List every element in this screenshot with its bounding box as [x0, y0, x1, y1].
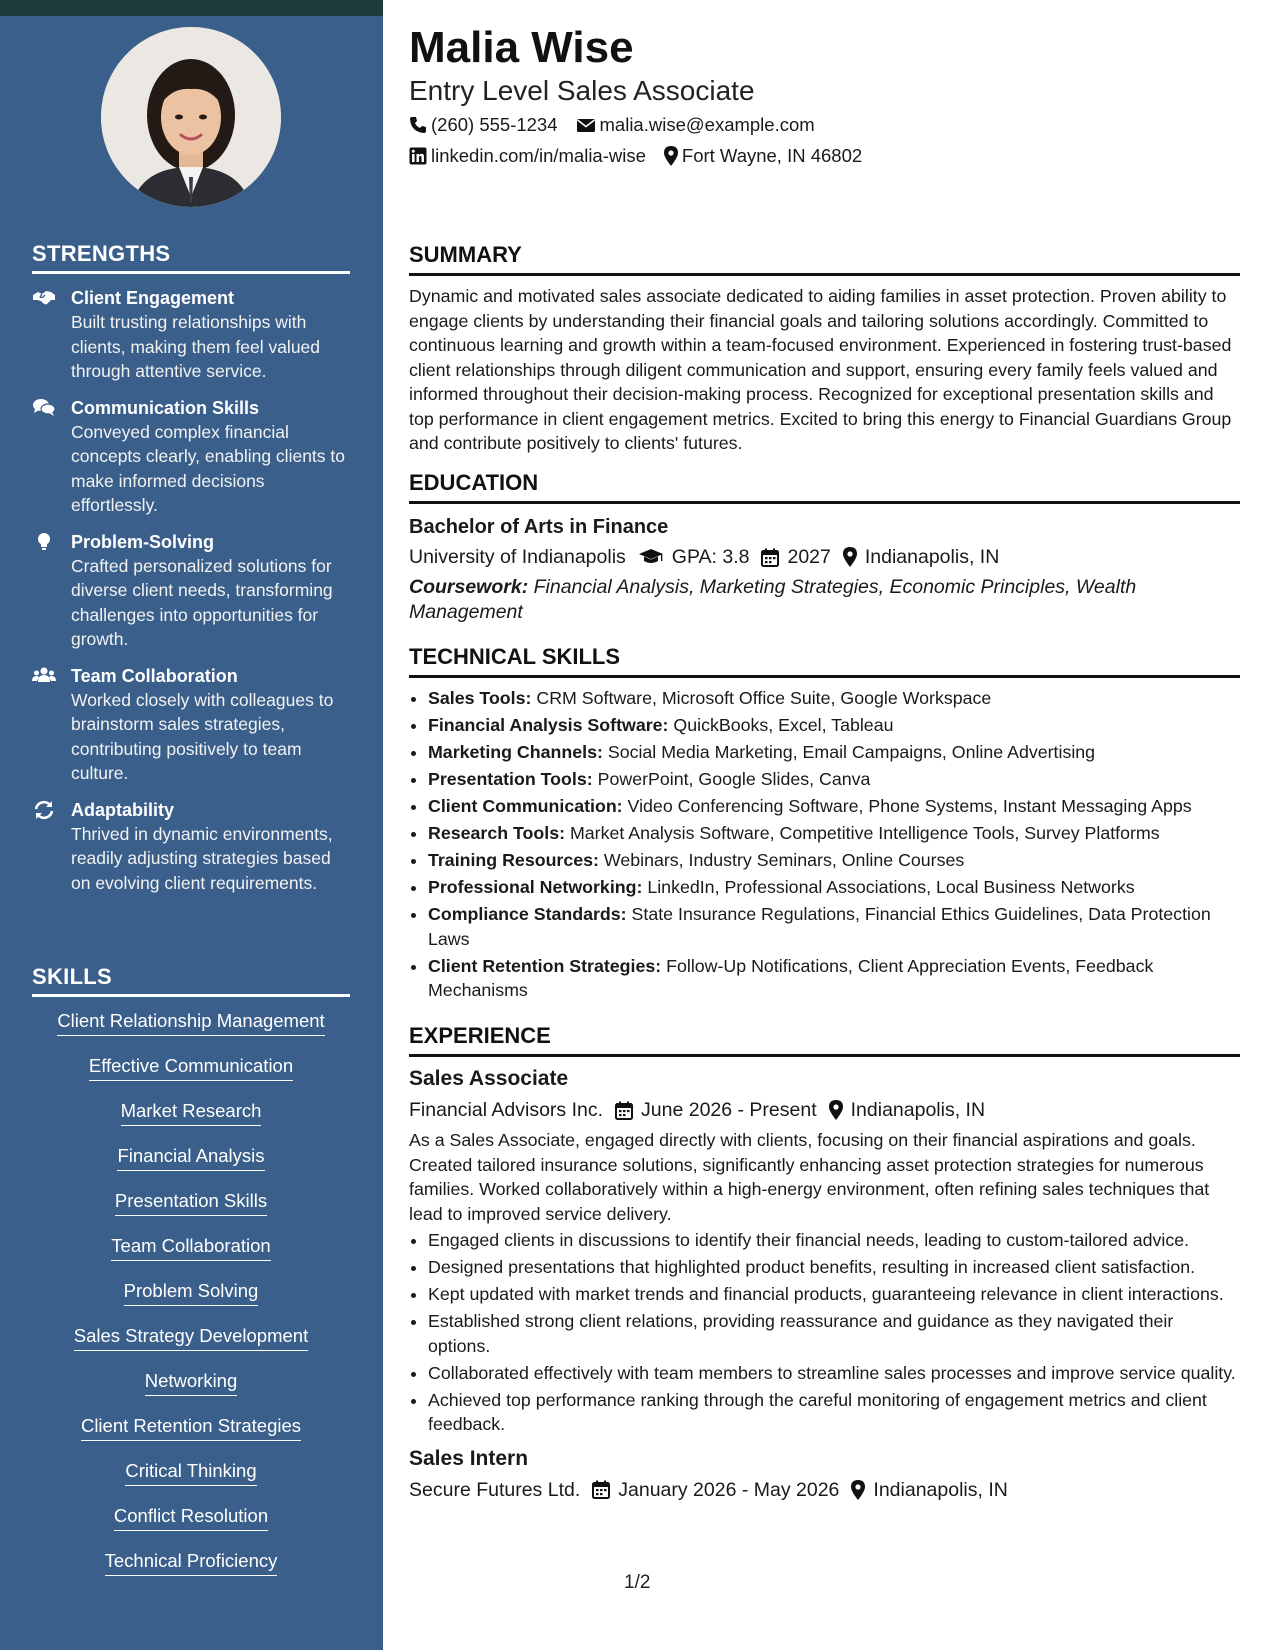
skill-category: Compliance Standards: — [428, 904, 627, 924]
school-name — [409, 543, 626, 571]
job-meta — [409, 1476, 1240, 1504]
summary-section — [409, 241, 1240, 456]
degree-title: Bachelor of Arts in Finance — [409, 516, 669, 538]
strengths-section — [32, 241, 350, 895]
strength-title: Communication Skills — [71, 397, 260, 418]
summary-title: SUMMARY — [409, 241, 1240, 276]
strengths-title: STRENGTHS — [32, 241, 350, 274]
skill-tag: Financial Analysis — [117, 1144, 264, 1171]
coursework-label: Coursework: — [409, 576, 529, 598]
strength-description: Crafted personalized solutions for diverse client needs, transforming challenges into opportunities for growth. — [71, 555, 333, 649]
skill-tag: Team Collaboration — [111, 1234, 270, 1261]
list-item — [428, 713, 1240, 738]
strength-description: Thrived in dynamic environments, readily adjusting strategies based on evolving client requirements. — [71, 823, 333, 893]
calendar-icon — [592, 1480, 610, 1499]
list-item: • Achieved top performance ranking through the careful monitoring of engagement metrics and client feedback. — [428, 1388, 1240, 1437]
strength-title: Adaptability — [71, 799, 175, 820]
sync-icon — [32, 800, 56, 820]
skill-tag: Client Retention Strategies — [81, 1414, 301, 1441]
list-item — [428, 954, 1240, 1003]
company-name — [409, 1096, 603, 1124]
phone-number: (260) 555-1234 — [431, 114, 558, 135]
skill-category: Research Tools: — [428, 823, 566, 843]
list-item: • Established strong client relations, providing reassurance and guidance as they navigated their options. — [428, 1309, 1240, 1358]
experience-section — [409, 1022, 1240, 1504]
list-item — [428, 767, 1240, 792]
dates-text: June 2026 - Present — [641, 1099, 817, 1121]
map-pin-icon — [829, 1100, 843, 1120]
map-pin-icon — [664, 146, 678, 166]
skill-values: PowerPoint, Google Slides, Canva — [592, 769, 871, 789]
list-item — [428, 821, 1240, 846]
company-text: Secure Futures Ltd. — [409, 1478, 581, 1501]
skill-values: Video Conferencing Software, Phone Systems, Instant Messaging Apps — [622, 796, 1192, 816]
job-dates — [615, 1096, 817, 1124]
technical-skills-title: TECHNICAL SKILLS — [409, 643, 1240, 678]
phone-icon — [409, 116, 427, 134]
envelope-icon — [576, 117, 596, 133]
skill-category: Marketing Channels: — [428, 742, 603, 762]
list-item: • Kept updated with market trends and financial products, guaranteeing relevance in client interactions. — [428, 1282, 1240, 1307]
education-title: EDUCATION — [409, 469, 1240, 504]
skill-category: Financial Analysis Software: — [428, 715, 669, 735]
location-text: Indianapolis, IN — [873, 1478, 1008, 1501]
skill-tag: Market Research — [121, 1099, 262, 1126]
strength-description: Conveyed complex financial concepts clearly, enabling clients to make informed decisions effortlessly. — [71, 421, 345, 515]
gpa — [638, 543, 750, 571]
job-entry — [409, 1065, 1240, 1437]
skill-tag: Technical Proficiency — [105, 1549, 278, 1576]
contact-row-1 — [409, 113, 833, 137]
graduation-cap-icon — [638, 548, 664, 566]
strength-item — [32, 396, 350, 518]
strength-item — [32, 286, 350, 384]
skills-section — [32, 964, 350, 1594]
sidebar-top-bar — [0, 0, 383, 16]
phone-contact[interactable] — [409, 113, 558, 137]
job-location — [851, 1476, 1007, 1504]
candidate-role: Entry Level Sales Associate — [409, 75, 755, 106]
map-pin-icon — [843, 547, 857, 567]
education-section — [409, 469, 1240, 625]
job-title: Sales Associate — [409, 1067, 569, 1090]
skill-category: Sales Tools: — [428, 688, 532, 708]
gpa-text: GPA: 3.8 — [671, 546, 750, 568]
skill-values: CRM Software, Microsoft Office Suite, Google Workspace — [531, 688, 992, 708]
strength-item — [32, 530, 350, 652]
skill-values: QuickBooks, Excel, Tableau — [668, 715, 894, 735]
summary-text: Dynamic and motivated sales associate dedicated to aiding families in asset protection. Proven ability to engage clients by understanding their financial goals and tailoring solutions accordingly. Committed to continuous learning and growth within a team-focused environment. Experienced in fostering trust-based client relationships through diligent communication and support, ensuring every family feels valued and informed throughout their decision-making process. Recognized for exceptional presentation skills and top performance in client engagement metrics. Excited to bring this energy to Financial Guardians Group and contribute positively to clients' futures. — [409, 286, 1232, 453]
year-text: 2027 — [787, 546, 831, 568]
linkedin-contact[interactable] — [409, 144, 646, 168]
skill-values: Social Media Marketing, Email Campaigns, Online Advertising — [602, 742, 1096, 762]
company-text: Financial Advisors Inc. — [409, 1099, 604, 1121]
strength-description: Built trusting relationships with clients, making them feel valued through attentive service. — [71, 312, 321, 381]
job-dates — [592, 1476, 839, 1504]
list-item — [428, 902, 1240, 951]
skills-title: SKILLS — [32, 964, 350, 997]
location-text: Fort Wayne, IN 46802 — [681, 145, 863, 166]
strength-item — [32, 664, 350, 786]
list-item — [428, 794, 1240, 819]
users-icon — [32, 666, 56, 686]
skills-list — [32, 1009, 350, 1594]
strength-title: Client Engagement — [71, 288, 235, 308]
skill-category: Client Communication: — [428, 796, 623, 816]
page-number: 1/2 — [624, 1572, 651, 1593]
experience-title: EXPERIENCE — [409, 1022, 1240, 1057]
skill-tag: Networking — [145, 1369, 238, 1396]
list-item — [428, 740, 1240, 765]
school-location-text: Indianapolis, IN — [864, 546, 1000, 568]
skill-values: Follow-Up Notifications, Client Appreciation Events, Feedback Mechanisms — [428, 955, 1154, 1000]
candidate-name: Malia Wise — [409, 23, 634, 72]
email-contact[interactable] — [576, 113, 815, 137]
map-pin-icon — [851, 1480, 865, 1500]
linkedin-icon — [409, 147, 427, 165]
technical-skills-list — [409, 686, 1240, 1003]
strength-description: Worked closely with colleagues to brainstorm sales strategies, contributing positively to team culture. — [71, 689, 334, 783]
skill-tag: Conflict Resolution — [114, 1504, 268, 1531]
education-meta — [409, 543, 1240, 571]
profile-photo — [101, 27, 281, 207]
lightbulb-icon — [32, 532, 56, 552]
company-name — [409, 1476, 580, 1504]
list-item — [428, 875, 1240, 900]
list-item — [428, 686, 1240, 711]
strength-title: Team Collaboration — [71, 665, 238, 686]
email-address: malia.wise@example.com — [599, 114, 815, 135]
job-description: As a Sales Associate, engaged directly with clients, focusing on their financial aspirations and goals. Created tailored insurance solutions, significantly enhancing asset protection strategies for numerous families. Worked collaboratively within a high-energy environment, often refining sales techniques that lead to improved service delivery. — [409, 1130, 1210, 1224]
skill-tag: Critical Thinking — [125, 1459, 256, 1486]
linkedin-url: linkedin.com/in/malia-wise — [431, 145, 646, 166]
job-title: Sales Intern — [409, 1446, 529, 1470]
coursework-text: Financial Analysis, Marketing Strategies, Economic Principles, Wealth Management — [409, 576, 1137, 623]
location-text: Indianapolis, IN — [850, 1099, 986, 1121]
school-location — [843, 543, 999, 571]
calendar-icon — [761, 548, 779, 567]
skill-tag: Presentation Skills — [115, 1189, 267, 1216]
skill-category: Presentation Tools: — [428, 769, 593, 789]
job-bullets — [409, 1228, 1240, 1437]
handshake-icon — [32, 288, 56, 308]
list-item: • Engaged clients in discussions to identify their financial needs, leading to custom-tailored advice. — [428, 1228, 1240, 1253]
skill-tag: Effective Communication — [89, 1054, 293, 1081]
skill-tag: Problem Solving — [124, 1279, 259, 1306]
skill-values: Webinars, Industry Seminars, Online Courses — [598, 850, 965, 870]
contact-row-2 — [409, 144, 880, 168]
job-location — [829, 1096, 985, 1124]
skill-values: Market Analysis Software, Competitive Intelligence Tools, Survey Platforms — [565, 823, 1160, 843]
skill-values: State Insurance Regulations, Financial Ethics Guidelines, Data Protection Laws — [428, 904, 1211, 949]
comments-icon — [32, 398, 56, 418]
grad-year — [761, 543, 830, 571]
skill-tag: Client Relationship Management — [57, 1009, 324, 1036]
list-item: • Collaborated effectively with team members to streamline sales processes and improve service quality. — [428, 1361, 1240, 1386]
skill-category: Training Resources: — [428, 850, 599, 870]
coursework — [409, 575, 1240, 625]
technical-skills-section — [409, 643, 1240, 1005]
dates-text: January 2026 - May 2026 — [618, 1478, 840, 1501]
strength-item — [32, 798, 350, 896]
skill-tag: Sales Strategy Development — [74, 1324, 308, 1351]
location-contact — [664, 144, 862, 168]
skill-values: LinkedIn, Professional Associations, Local Business Networks — [642, 877, 1135, 897]
skill-category: Professional Networking: — [428, 877, 643, 897]
skill-category: Client Retention Strategies: — [428, 955, 662, 976]
list-item — [428, 848, 1240, 873]
job-meta — [409, 1096, 1240, 1124]
list-item: • Designed presentations that highlighted product benefits, resulting in increased client satisfaction. — [428, 1255, 1240, 1280]
school-text: University of Indianapolis — [409, 546, 626, 568]
job-entry — [409, 1445, 1240, 1504]
calendar-icon — [615, 1101, 633, 1120]
sidebar — [0, 0, 383, 1650]
strength-title: Problem-Solving — [71, 531, 215, 552]
